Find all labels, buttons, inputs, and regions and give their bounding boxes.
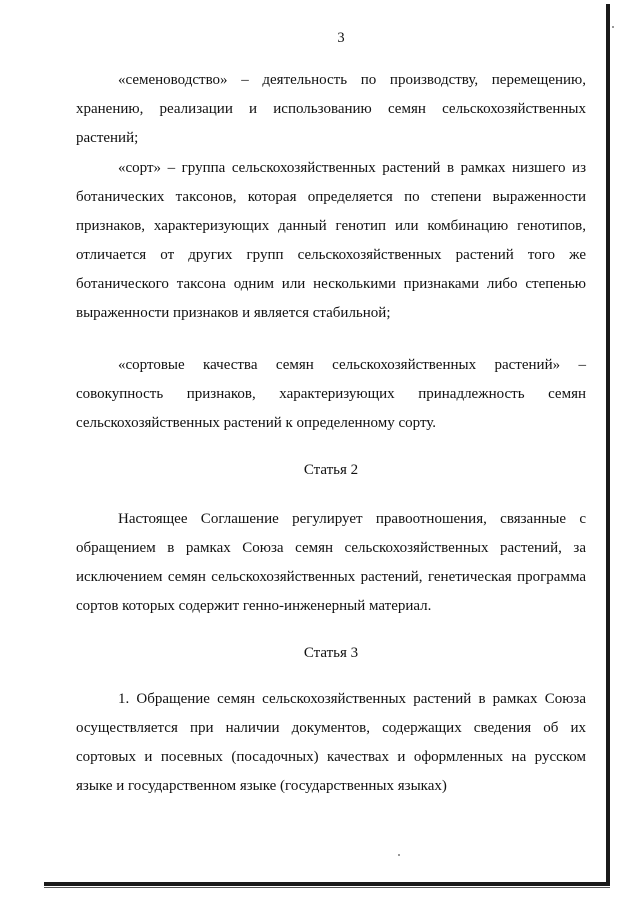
definition-variety: «сорт» – группа сельскохозяйственных растений в рамках низшего из ботанических таксонов, которая определяется по степени выраженности признаков, характеризующих данный генотип или комбинацию генотипов, отличается от других групп сельскохозяйственных растений того же ботанического таксона одним или несколькими признаками либо степенью выраженности признаков и является стабильной; — [76, 160, 586, 321]
page-edge-right — [606, 4, 610, 885]
article-3-paragraph-1: 1. Обращение семян сельскохозяйственных растений в рамках Союза осуществляется при наличии документов, содержащих сведения об их сортовых и посевных (посадочных) качествах и оформленных на русском языке и государственном языке (государственных языках) — [76, 691, 586, 794]
page-number: 3 — [337, 30, 345, 46]
page-edge-bottom-shadow — [44, 887, 610, 888]
definition-seed-production: «семеноводство» – деятельность по производству, перемещению, хранению, реализации и использованию семян сельскохозяйственных растений; — [76, 72, 586, 146]
scan-speck — [398, 854, 400, 856]
definition-varietal-qualities: «сортовые качества семян сельскохозяйственных растений» – совокупность признаков, характеризующих принадлежность семян сельскохозяйственных растений к определенному сорту. — [76, 357, 586, 431]
article-2-heading: Статья 2 — [303, 462, 359, 478]
article-3-heading: Статья 3 — [303, 645, 359, 661]
scan-speck — [612, 26, 614, 28]
article-2-text: Настоящее Соглашение регулирует правоотношения, связанные с обращением в рамках Союза семян сельскохозяйственных растений, за исключением семян сельскохозяйственных растений, генетическая программа сортов которых содержит генно-инженерный материал. — [76, 511, 586, 614]
page-edge-bottom — [44, 882, 610, 886]
